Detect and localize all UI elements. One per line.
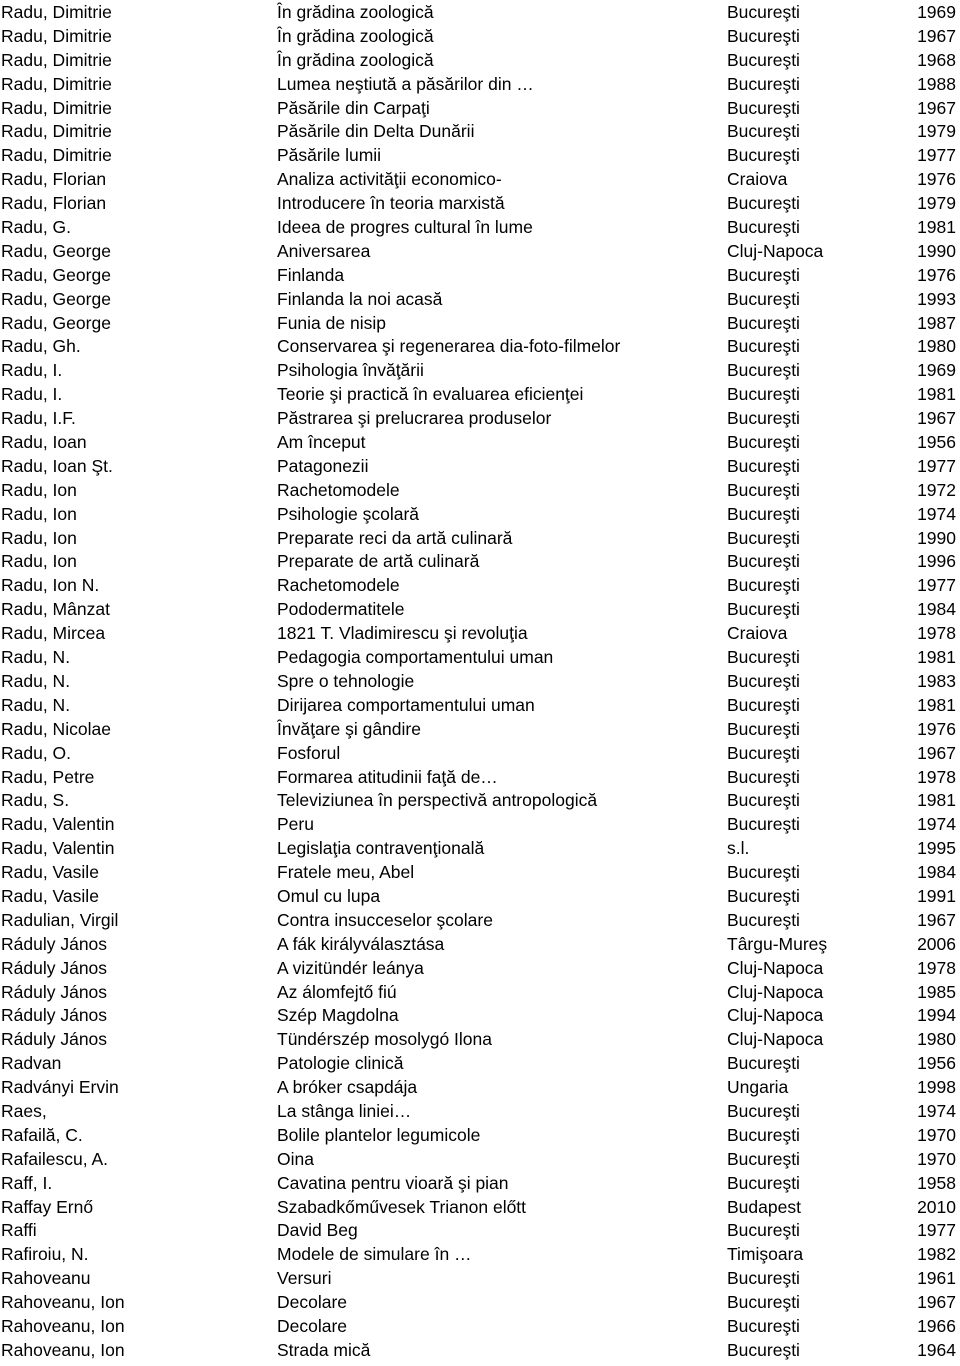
title-cell: Ideea de progres cultural în lume: [277, 217, 533, 238]
author-cell: Radu, Mânzat: [1, 599, 110, 620]
city-cell: Bucureşti: [727, 384, 800, 405]
title-cell: A bróker csapdája: [277, 1077, 418, 1098]
author-cell: Ráduly János: [1, 933, 108, 954]
title-cell: În grădina zoologică: [277, 25, 434, 46]
city-cell: Bucureşti: [727, 742, 800, 763]
city-cell: Bucureşti: [727, 121, 800, 142]
title-cell: Funia de nisip: [277, 312, 386, 333]
title-cell: Păstrarea şi prelucrarea produselor: [277, 408, 552, 429]
city-cell: Bucureşti: [727, 193, 800, 214]
title-cell: În grădina zoologică: [277, 2, 434, 22]
year-cell: 1967: [917, 408, 956, 429]
city-cell: Budapest: [727, 1196, 801, 1217]
author-cell: Raffi: [1, 1220, 37, 1241]
city-cell: Bucureşti: [727, 909, 800, 930]
title-cell: Analiza activităţii economico-: [277, 169, 502, 190]
year-cell: 1974: [917, 1100, 956, 1121]
year-cell: 1968: [917, 49, 956, 70]
city-cell: Bucureşti: [727, 1100, 800, 1121]
year-cell: 1977: [917, 145, 956, 166]
year-cell: 1981: [917, 647, 956, 668]
catalog-row: [0, 73, 960, 97]
year-cell: 1981: [917, 694, 956, 715]
catalog-row: [0, 694, 960, 718]
author-cell: Radványi Ervin: [1, 1077, 119, 1098]
author-cell: Radu, O.: [1, 742, 72, 763]
year-cell: 1967: [917, 97, 956, 118]
author-cell: Radu, Dimitrie: [1, 97, 112, 118]
author-cell: Radu, Florian: [1, 169, 107, 190]
catalog-row: [0, 383, 960, 407]
year-cell: 2006: [917, 933, 956, 954]
catalog-row: [0, 909, 960, 933]
author-cell: Radu, Nicolae: [1, 718, 111, 739]
catalog-row: [0, 1004, 960, 1028]
catalog-row: [0, 1339, 960, 1363]
year-cell: 1961: [917, 1268, 956, 1289]
city-cell: Bucureşti: [727, 288, 800, 309]
city-cell: Bucureşti: [727, 264, 800, 285]
catalog-row: [0, 957, 960, 981]
catalog-row: [0, 455, 960, 479]
year-cell: 1974: [917, 503, 956, 524]
title-cell: Oina: [277, 1148, 314, 1169]
city-cell: Cluj-Napoca: [727, 957, 824, 978]
city-cell: Bucureşti: [727, 217, 800, 238]
city-cell: Bucureşti: [727, 1292, 800, 1313]
catalog-row: [0, 1028, 960, 1052]
author-cell: Radu, Ion N.: [1, 575, 100, 596]
catalog-row: [0, 359, 960, 383]
year-cell: 1978: [917, 623, 956, 644]
author-cell: Radu, I.F.: [1, 408, 76, 429]
catalog-row: [0, 192, 960, 216]
year-cell: 1956: [917, 432, 956, 453]
catalog-row: [0, 407, 960, 431]
year-cell: 1981: [917, 384, 956, 405]
author-cell: Radu, Valentin: [1, 814, 115, 835]
catalog-row: [0, 742, 960, 766]
catalog-row: [0, 598, 960, 622]
author-cell: Radu, Gh.: [1, 336, 81, 357]
catalog-row: [0, 503, 960, 527]
year-cell: 1972: [917, 479, 956, 500]
city-cell: Bucureşti: [727, 408, 800, 429]
author-cell: Radulian, Virgil: [1, 909, 119, 930]
title-cell: Patologie clinică: [277, 1053, 404, 1074]
year-cell: 1974: [917, 814, 956, 835]
city-cell: Bucureşti: [727, 1124, 800, 1145]
catalog-row: [0, 1315, 960, 1339]
catalog-row: [0, 1291, 960, 1315]
year-cell: 1994: [917, 1005, 956, 1026]
title-cell: Conservarea şi regenerarea dia-foto-filmelor: [277, 336, 621, 357]
catalog-row: [0, 1100, 960, 1124]
author-cell: Radu, Vasile: [1, 885, 99, 906]
year-cell: 1956: [917, 1053, 956, 1074]
author-cell: Radu, G.: [1, 217, 72, 238]
year-cell: 1983: [917, 670, 956, 691]
year-cell: 1967: [917, 742, 956, 763]
year-cell: 1996: [917, 551, 956, 572]
year-cell: 2010: [917, 1196, 956, 1217]
author-cell: Radu, George: [1, 312, 111, 333]
title-cell: Bolile plantelor legumicole: [277, 1124, 481, 1145]
city-cell: Cluj-Napoca: [727, 1005, 824, 1026]
year-cell: 1990: [917, 527, 956, 548]
year-cell: 1993: [917, 288, 956, 309]
title-cell: Spre o tehnologie: [277, 670, 415, 691]
year-cell: 1964: [917, 1339, 956, 1360]
city-cell: Cluj-Napoca: [727, 981, 824, 1002]
catalog-row: [0, 885, 960, 909]
title-cell: Teorie şi practică în evaluarea eficienţei: [277, 384, 584, 405]
city-cell: Bucureşti: [727, 814, 800, 835]
year-cell: 1988: [917, 73, 956, 94]
author-cell: Ráduly János: [1, 957, 108, 978]
city-cell: Bucureşti: [727, 360, 800, 381]
author-cell: Raff, I.: [1, 1172, 53, 1193]
catalog-row: [0, 264, 960, 288]
catalog-row: [0, 97, 960, 121]
year-cell: 1976: [917, 264, 956, 285]
author-cell: Raes,: [1, 1100, 47, 1121]
author-cell: Rahoveanu, Ion: [1, 1339, 125, 1360]
year-cell: 1970: [917, 1124, 956, 1145]
year-cell: 1977: [917, 455, 956, 476]
city-cell: Timişoara: [727, 1244, 804, 1265]
author-cell: Rafiroiu, N.: [1, 1244, 89, 1265]
catalog-row: [0, 1243, 960, 1267]
catalog-row: [0, 168, 960, 192]
author-cell: Radu, Ion: [1, 479, 77, 500]
catalog-row: [0, 933, 960, 957]
year-cell: 1976: [917, 169, 956, 190]
catalog-row: [0, 622, 960, 646]
city-cell: Bucureşti: [727, 694, 800, 715]
title-cell: Fosforul: [277, 742, 341, 763]
title-cell: La stânga liniei…: [277, 1100, 412, 1121]
title-cell: A vizitündér leánya: [277, 957, 424, 978]
title-cell: Szabadkőművesek Trianon előtt: [277, 1196, 527, 1217]
title-cell: Psihologie şcolară: [277, 503, 420, 524]
city-cell: Târgu-Mureş: [727, 933, 828, 954]
catalog-row: [0, 240, 960, 264]
author-cell: Radu, Ion: [1, 527, 77, 548]
city-cell: Bucureşti: [727, 97, 800, 118]
catalog-row: [0, 527, 960, 551]
catalog-row: [0, 1076, 960, 1100]
city-cell: Bucureşti: [727, 862, 800, 883]
year-cell: 1980: [917, 336, 956, 357]
city-cell: Bucureşti: [727, 145, 800, 166]
title-cell: Cavatina pentru vioară şi pian: [277, 1172, 509, 1193]
year-cell: 1967: [917, 1292, 956, 1313]
title-cell: Rachetomodele: [277, 575, 400, 596]
catalog-row: [0, 1124, 960, 1148]
title-cell: Omul cu lupa: [277, 885, 381, 906]
city-cell: Bucureşti: [727, 432, 800, 453]
author-cell: Radu, George: [1, 288, 111, 309]
catalog-listing: [0, 1, 960, 1363]
city-cell: Bucureşti: [727, 527, 800, 548]
catalog-row: [0, 1172, 960, 1196]
title-cell: În grădina zoologică: [277, 49, 434, 70]
author-cell: Radu, Petre: [1, 766, 95, 787]
title-cell: Decolare: [277, 1315, 348, 1336]
title-cell: Psihologia învăţării: [277, 360, 424, 381]
city-cell: Bucureşti: [727, 551, 800, 572]
city-cell: Bucureşti: [727, 503, 800, 524]
author-cell: Radu, Dimitrie: [1, 145, 112, 166]
author-cell: Radu, Florian: [1, 193, 107, 214]
author-cell: Rafailescu, A.: [1, 1148, 108, 1169]
author-cell: Radu, N.: [1, 694, 71, 715]
year-cell: 1958: [917, 1172, 956, 1193]
city-cell: Bucureşti: [727, 1339, 800, 1360]
year-cell: 1991: [917, 885, 956, 906]
title-cell: Păsările din Carpaţi: [277, 97, 430, 118]
catalog-row: [0, 789, 960, 813]
city-cell: Cluj-Napoca: [727, 240, 824, 261]
city-cell: Bucureşti: [727, 790, 800, 811]
author-cell: Radu, Mircea: [1, 623, 106, 644]
year-cell: 1978: [917, 766, 956, 787]
catalog-row: [0, 144, 960, 168]
catalog-row: [0, 981, 960, 1005]
city-cell: Bucureşti: [727, 1220, 800, 1241]
title-cell: Aniversarea: [277, 240, 371, 261]
title-cell: A fák királyválasztása: [277, 933, 445, 954]
catalog-row: [0, 861, 960, 885]
author-cell: Radu, George: [1, 264, 111, 285]
author-cell: Radu, Ion: [1, 503, 77, 524]
author-cell: Radu, Dimitrie: [1, 49, 112, 70]
city-cell: Bucureşti: [727, 1315, 800, 1336]
author-cell: Ráduly János: [1, 1005, 108, 1026]
city-cell: Ungaria: [727, 1077, 789, 1098]
author-cell: Radu, Ioan Şt.: [1, 455, 113, 476]
author-cell: Radu, Dimitrie: [1, 2, 112, 22]
author-cell: Radu, N.: [1, 670, 71, 691]
title-cell: Am început: [277, 432, 366, 453]
catalog-row: [0, 766, 960, 790]
title-cell: Az álomfejtő fiú: [277, 981, 397, 1002]
city-cell: Craiova: [727, 623, 788, 644]
author-cell: Radu, Dimitrie: [1, 121, 112, 142]
city-cell: Bucureşti: [727, 25, 800, 46]
catalog-row: [0, 646, 960, 670]
year-cell: 1966: [917, 1315, 956, 1336]
year-cell: 1981: [917, 217, 956, 238]
author-cell: Rahoveanu, Ion: [1, 1292, 125, 1313]
author-cell: Radvan: [1, 1053, 62, 1074]
year-cell: 1979: [917, 193, 956, 214]
year-cell: 1969: [917, 360, 956, 381]
city-cell: Bucureşti: [727, 885, 800, 906]
city-cell: Bucureşti: [727, 1053, 800, 1074]
title-cell: Tündérszép mosolygó Ilona: [277, 1029, 492, 1050]
catalog-row: [0, 574, 960, 598]
catalog-row: [0, 837, 960, 861]
author-cell: Raffay Ernő: [1, 1196, 94, 1217]
catalog-row: [0, 1052, 960, 1076]
title-cell: Strada mică: [277, 1339, 371, 1360]
title-cell: David Beg: [277, 1220, 358, 1241]
year-cell: 1976: [917, 718, 956, 739]
year-cell: 1980: [917, 1029, 956, 1050]
author-cell: Rahoveanu: [1, 1268, 91, 1289]
author-cell: Radu, N.: [1, 647, 71, 668]
catalog-row: [0, 1148, 960, 1172]
city-cell: Bucureşti: [727, 575, 800, 596]
city-cell: Cluj-Napoca: [727, 1029, 824, 1050]
catalog-row: [0, 288, 960, 312]
author-cell: Ráduly János: [1, 981, 108, 1002]
author-cell: Radu, George: [1, 240, 111, 261]
year-cell: 1979: [917, 121, 956, 142]
title-cell: Preparate de artă culinară: [277, 551, 480, 572]
author-cell: Radu, Ion: [1, 551, 77, 572]
year-cell: 1995: [917, 838, 956, 859]
title-cell: Rachetomodele: [277, 479, 400, 500]
title-cell: Decolare: [277, 1292, 348, 1313]
city-cell: Craiova: [727, 169, 788, 190]
catalog-row: [0, 25, 960, 49]
year-cell: 1990: [917, 240, 956, 261]
year-cell: 1967: [917, 909, 956, 930]
author-cell: Radu, Valentin: [1, 838, 115, 859]
city-cell: Bucureşti: [727, 1148, 800, 1169]
catalog-row: [0, 335, 960, 359]
title-cell: Lumea neştiută a păsărilor din …: [277, 73, 534, 94]
city-cell: Bucureşti: [727, 1172, 800, 1193]
title-cell: Pododermatitele: [277, 599, 405, 620]
year-cell: 1984: [917, 599, 956, 620]
year-cell: 1985: [917, 981, 956, 1002]
city-cell: Bucureşti: [727, 766, 800, 787]
city-cell: Bucureşti: [727, 599, 800, 620]
catalog-row: [0, 1219, 960, 1243]
title-cell: Dirijarea comportamentului uman: [277, 694, 535, 715]
author-cell: Radu, Vasile: [1, 862, 99, 883]
city-cell: Bucureşti: [727, 73, 800, 94]
title-cell: Patagonezii: [277, 455, 369, 476]
title-cell: Peru: [277, 814, 314, 835]
catalog-row: [0, 216, 960, 240]
catalog-row: [0, 813, 960, 837]
title-cell: Szép Magdolna: [277, 1005, 399, 1026]
title-cell: Finlanda: [277, 264, 345, 285]
title-cell: Introducere în teoria marxistă: [277, 193, 505, 214]
title-cell: Formarea atitudinii faţă de…: [277, 766, 498, 787]
title-cell: Finlanda la noi acasă: [277, 288, 443, 309]
title-cell: Pedagogia comportamentului uman: [277, 647, 554, 668]
author-cell: Rahoveanu, Ion: [1, 1315, 125, 1336]
year-cell: 1981: [917, 790, 956, 811]
author-cell: Radu, Ioan: [1, 432, 87, 453]
year-cell: 1967: [917, 25, 956, 46]
year-cell: 1969: [917, 2, 956, 22]
author-cell: Rafailă, C.: [1, 1124, 83, 1145]
author-cell: Radu, I.: [1, 384, 63, 405]
city-cell: Bucureşti: [727, 718, 800, 739]
city-cell: Bucureşti: [727, 2, 800, 22]
title-cell: Preparate reci da artă culinară: [277, 527, 513, 548]
author-cell: Radu, Dimitrie: [1, 25, 112, 46]
catalog-row: [0, 670, 960, 694]
author-cell: Ráduly János: [1, 1029, 108, 1050]
year-cell: 1970: [917, 1148, 956, 1169]
city-cell: Bucureşti: [727, 455, 800, 476]
catalog-row: [0, 479, 960, 503]
year-cell: 1982: [917, 1244, 956, 1265]
year-cell: 1984: [917, 862, 956, 883]
catalog-row: [0, 49, 960, 73]
city-cell: Bucureşti: [727, 49, 800, 70]
title-cell: Modele de simulare în …: [277, 1244, 472, 1265]
title-cell: Fratele meu, Abel: [277, 862, 415, 883]
catalog-row: [0, 120, 960, 144]
title-cell: Contra insucceselor şcolare: [277, 909, 493, 930]
year-cell: 1978: [917, 957, 956, 978]
title-cell: Legislaţia contravenţională: [277, 838, 485, 859]
city-cell: Bucureşti: [727, 479, 800, 500]
title-cell: Păsările din Delta Dunării: [277, 121, 475, 142]
title-cell: 1821 T. Vladimirescu şi revoluţia: [277, 623, 528, 644]
city-cell: Bucureşti: [727, 312, 800, 333]
title-cell: Televiziunea în perspectivă antropologică: [277, 790, 598, 811]
catalog-row: [0, 431, 960, 455]
year-cell: 1977: [917, 575, 956, 596]
title-cell: Învăţare şi gândire: [277, 718, 421, 739]
year-cell: 1987: [917, 312, 956, 333]
catalog-row: [0, 1, 960, 25]
author-cell: Radu, S.: [1, 790, 70, 811]
year-cell: 1998: [917, 1077, 956, 1098]
author-cell: Radu, Dimitrie: [1, 73, 112, 94]
catalog-row: [0, 718, 960, 742]
author-cell: Radu, I.: [1, 360, 63, 381]
city-cell: Bucureşti: [727, 670, 800, 691]
title-cell: Păsările lumii: [277, 145, 382, 166]
catalog-row: [0, 550, 960, 574]
catalog-row: [0, 1267, 960, 1291]
catalog-row: [0, 1196, 960, 1220]
year-cell: 1977: [917, 1220, 956, 1241]
title-cell: Versuri: [277, 1268, 332, 1289]
city-cell: Bucureşti: [727, 1268, 800, 1289]
city-cell: Bucureşti: [727, 647, 800, 668]
catalog-row: [0, 312, 960, 336]
city-cell: Bucureşti: [727, 336, 800, 357]
city-cell: s.l.: [727, 838, 750, 859]
